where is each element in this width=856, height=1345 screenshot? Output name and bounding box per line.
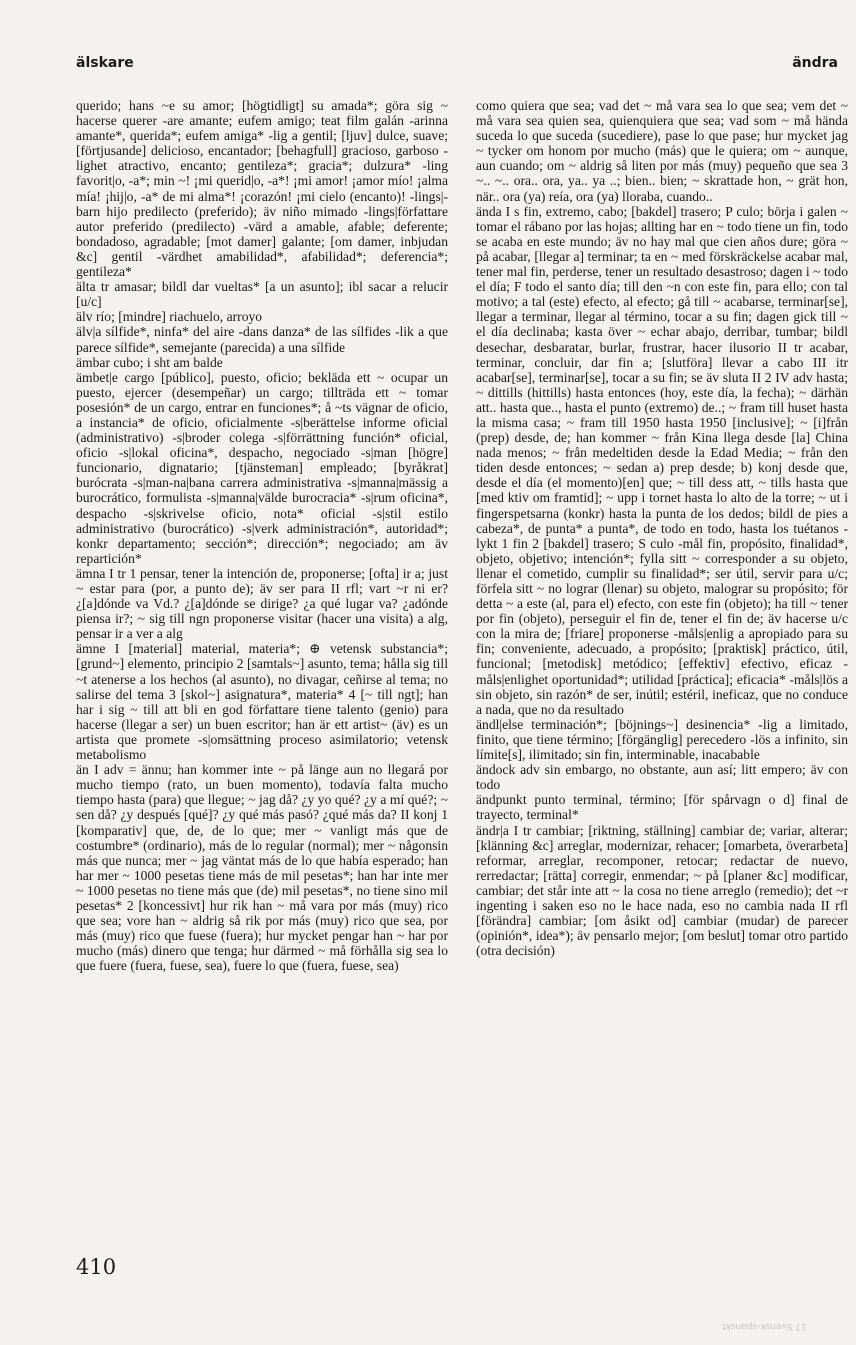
dictionary-entry: ända I s fin, extremo, cabo; [bakdel] trasero; P culo; börja i galen ~ tomar el rábano por las hojas; allting har en ~ todo tiene un fin, todo se acaba en este mundo; äv no hay mal que cien años dure; göra ~ på acabar, [llegar a] terminar; ta en ~ med förskräckelse acabar mal, tener mal fin, perderse, tener un resultado desastroso; dagen i ~ todo el día; F todo el santo día; till den ~n con este fin, para ello; con tal motivo; a tal (este) efecto, al efecto; gå till ~ acabarse, terminar[se], llegar a terminar, llegar al término, tocar a su fin; dagen gick till ~ el día declinaba; kasta över ~ echar abajo, derribar, tumbar; bildl desechar, desbaratar, burlar, frustrar, hacer ilusorio II tr acabar, terminar, concluir, dar fin a; [slutföra] llevar a cabo III itr acabar[se], terminar[se], tocar a su fin; se äv sluta II 2 IV adv hasta; ~ dittills (hittills) hasta entonces (hoy, este día, la fecha); ~ därhän att.. hasta que.., hasta el punto (extremo) de..; ~ fram till huset hasta la misma casa; ~ fram till 1950 hasta 1950 [inclusive]; ~ [i]från (prep) desde, de; han kommer ~ från Kina llega desde [la] China nada menos; ~ från medeltiden desde la Edad Media; ~ från den tiden desde entonces; ~ sedan a) prep desde; b) konj desde que, desde el día (el momento)[en] que; ~ till dess att, ~ tills hasta que [med ktiv om framtid]; ~ upp i tornet hasta lo alto de la torre; ~ ut i fingerspetsarna (konkr) hasta la punta de los dedos; bildl de pies a cabeza*, de punta* a punta*, de todo en todo, hasta los tuétanos -lykt 1 fin 2 [bakdel] trasero; S culo -mål fin, propósito, finalidad*, objeto, objetivo; intención*; fylla sitt ~ corresponder a su objeto, llenar el cometido, cumplir su finalidad*; ser útil, servir para u/c; förfela sitt ~ no lograr (llenar) su objeto, malograr su propósito; för detta ~ a este (al, para el) efecto, con este fin (objeto); ha till ~ tener por fin (objeto), perseguir el fin de, tener el fin de; äv hacerse u/c con la mira de; [friare] proponerse -måls|enlig a apropiado para su fin; conveniente, adecuado, a propósito; [praktisk] práctico, útil, funcional; [metodisk] metódico; [effektiv] efectivo, eficaz -måls|enlighet oportunidad*; utilidad [práctica]; eficacia* -måls|lös a sin objeto, sin razón* de ser, inútil; estéril, ineficaz, que no conduce a nada, que no da resultado [476,203,848,717]
dictionary-entry: ändr|a I tr cambiar; [riktning, ställning] cambiar de; variar, alterar; [klänning &c] arreglar, modernizar, rehacer; [omarbeta, överarbeta] reformar, arreglar, recomponer, retocar; redactar de nuevo, rerredactar; [rätta] corregir, enmendar; ~ på [planer &c] modificar, cambiar; det står inte att ~ la cosa no tiene arreglo (remedio); det ~r ingenting i saken eso no le hace nada, eso no cambia nada II rfl [förändra] cambiar; [om åsikt od] cambiar (mudar) de parecer (opinión*, idea*); äv pensarlo mejor; [om beslut] tomar otro partido (otra decisión) [476,822,848,959]
left-guide-word: älskare [76,55,134,71]
dictionary-entry: ändl|else terminación*; [böjnings~] desinencia* -lig a limitado, finito, que tiene término; [förgänglig] perecedero -lös a infinito, sin límite[s], ilimitado; sin fin, interminable, inacabable [476,716,848,763]
left-column [76,98,448,973]
dictionary-entry: ändock adv sin embargo, no obstante, aun así; litt empero; äv con todo [476,762,848,793]
margin-stamp: 17 Svensk-spanskt [722,1321,807,1331]
right-guide-word: ändra [792,55,838,71]
dictionary-entry: ändpunkt punto terminal, término; [för spårvagn o d] final de trayecto, terminal* [476,792,848,823]
dictionary-entry: como quiera que sea; vad det ~ må vara sea lo que sea; vem det ~ må vara sea quien sea, quienquiera que sea; vad som ~ må hända suceda lo que suceda (sucediere), pase lo que pase; hur mycket jag ~ tycker om honom por mucho (más) que le quiera; om ~ aunque, aun cuando; om ~ aldrig så liten por más (muy) pequeño que sea 3 ~.. ~.. ora.. ora, ya.. ya ..; bien.. bien; ~ skrattade hon, ~ grät hon, när.. ora (ya) reía, ora (ya) lloraba, cuando.. [476,98,848,204]
right-column [476,98,848,958]
dictionary-entry: ämbet|e cargo [público], puesto, oficio; bekläda ett ~ ocupar un puesto, ejercer (desempeñar) un cargo; tillträda ett ~ tomar posesión* de un cargo, entrar en funciones*; å ~ts vägnar de oficio, a instancia* de oficio, oficialmente -s|berättelse informe oficial (administrativo) -s|broder colega -s|förrättning función* oficial, oficio -s|lokal oficina*, despacho, negociado -s|man [högre] funcionario, dignatario; [tjänsteman] empleado; [byråkrat] burócrata -s|man-na|bana carrera administrativa -s|manna|mässig a burocrático, formulista -s|manna|välde burocracia* -s|rum oficina*, despacho -s|skrivelse oficio, nota* oficial -s|stil estilo administrativo (burocrático) -s|verk administración*, autoridad*; konkr departamento; sección*; dirección*; negociado; am äv repartición* [76,369,448,566]
page-number: 410 [76,1255,117,1279]
dictionary-entry: älta tr amasar; bildl dar vueltas* [a un asunto]; ibl sacar a relucir [u/c] [76,279,448,310]
dictionary-entry: querido; hans ~e su amor; [högtidligt] su amada*; göra sig ~ hacerse querer -are amante; eufem amigo; teat film galán -arinna amante*, querida*; eufem amiga* -lig a gentil; [ljuv] dulce, suave; [förtjusande] delicioso, encantador; [behagfull] gracioso, garboso -lighet atractivo, encanto; gentileza*; gracia*; dulzura* -ling favorit|o, -a*; min ~! ¡mi querid|o, -a*! ¡mi amor! ¡amor mío! ¡alma mía! ¡hij|o, -a* de mi alma*! ¡corazón! ¡mi cielo (encanto)! -lings|-barn hijo predilecto (preferido); äv niño mimado -lings|författare autor preferido (predilecto) -värd a amable, afable; deferente; bondadoso, agradable; [mot damer] galante; [om damer, inbjudan &c] gentil -värdhet amabilidad*, afabilidad*; deferencia*; gentileza* [76,98,448,280]
dictionary-entry: ämne I [material] material, materia*; ⊕ vetensk substancia*; [grund~] elemento, principio 2 [samtals~] asunto, tema; hålla sig till ~t atenerse a los hechos (al asunto), no divagar, ceñirse al tema; no salirse del tema 3 [skol~] asignatura*, materia* 4 [~ till ngt]; han har i sig ~ till att bli en god författare tiene talento (genio) para hacerse (llegar a ser) un buen escritor; han är ett artist~ (äv) es un artista que promete -s|omsättning proceso asimilatorio; vetensk metabolismo [76,641,448,763]
dictionary-entry: älv|a sílfide*, ninfa* del aire -dans danza* de las sílfides -lik a que parece sílfide*, semejante (parecida) a una sílfide [76,324,448,355]
dictionary-entry: älv río; [mindre] riachuelo, arroyo [76,309,263,325]
dictionary-entry: ämbar cubo; i sht am balde [76,354,223,370]
dictionary-entry: än I adv = ännu; han kommer inte ~ på länge aun no llegará por mucho tiempo (rato, un buen momento), todavía falta mucho tiempo hasta (para) que llegue; ~ jag då? ¿y yo qué? ¿y a mí qué?; ~ sen då? ¿y después [qué]? ¿y qué más pasó? ¿qué más da? II konj 1 [komparativ] que, de, de lo que; mer ~ vanligt más que de costumbre* (ordinario), más de lo regular (normal); mer ~ någonsin más que nunca; mer ~ jag väntat más de lo que había esperado; han har mer ~ 1000 pesetas tiene más de mil pesetas*; han har inte mer ~ 1000 pesetas no tiene más que (de) mil pesetas*, no tiene sino mil pesetas* 2 [koncessivt] hur rik han ~ må vara por más (muy) rico que sea; vore han ~ aldrig så rik por más (muy) rico que sea, por más (muy) rico que fuese (fuera); hur mycket pengar han ~ har por mucho (más) dinero que tenga; hur därmed ~ må förhålla sig sea lo que fuere (fuera, fuese, sea), fuere lo que (fuera, fuese, sea) [76,762,448,974]
dictionary-entry: ämna I tr 1 pensar, tener la intención de, proponerse; [ofta] ir a; just ~ estar para (por, a punto de); äv ser para II rfl; vart ~r ni er? ¿[a]dónde va Vd.? ¿[a]dónde se dirige? ¿a qué lugar va? ¿adónde piensa ir?; ~ sig till ngn proponerse visitar (hacer una visita) a alg, pensar ir a ver a alg [76,565,448,642]
